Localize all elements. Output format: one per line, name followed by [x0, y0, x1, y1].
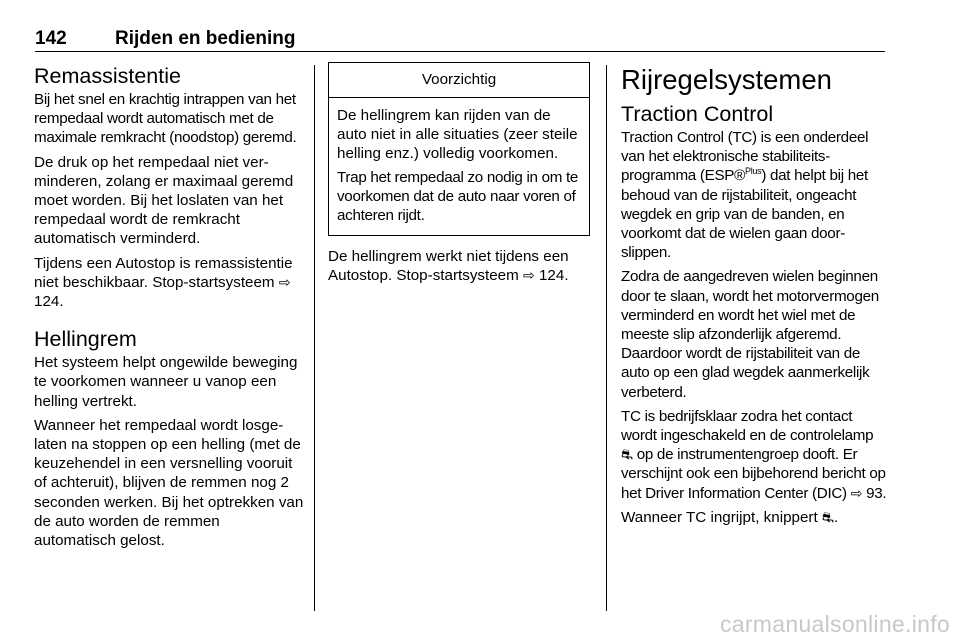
tc-ready-text-a: TC is bedrijfsklaar zodra het contact wordt ingeschakeld en de controlelamp [621, 407, 874, 445]
caution-box [328, 62, 590, 236]
page-ref-link[interactable]: 124. [34, 293, 64, 311]
page-ref-arrow-icon: ⇨ [278, 273, 291, 290]
chapter-title: Rijregelsystemen [621, 64, 832, 95]
section-title-hellingrem: Hellingrem [34, 327, 137, 352]
paragraph-hill-start-autostop [328, 247, 592, 285]
hill-start-autostop-text: De hellingrem werkt niet tijdens een Autostop. Stop-startsysteem [328, 248, 569, 285]
traction-control-lamp-icon: ⛐ [621, 446, 633, 463]
tc-intro-text-b: ) dat helpt bij het behoud van de rijstabiliteit, ongeacht wegdek en grip van de banden, en voorkomt dat de wielen gaan doorslippen. [621, 167, 868, 262]
column-divider-right [606, 65, 607, 611]
paragraph-tc-function: Zodra de aangedreven wielen beginnen door te slaan, wordt het motorvermogen verminderd en wordt het wiel met de meeste slip afzonderlijk afgeremd. Daardoor wordt de rijstabiliteit van de auto op een glad wegdek aanmerkelijk verbeterd. [621, 268, 879, 401]
section-title-traction-control: Traction Control [621, 102, 774, 126]
paragraph-tc-flash [621, 508, 889, 527]
traction-control-lamp-icon: ⛐ [821, 508, 835, 525]
tc-intro-text-a: Traction Control (TC) is een onderdeel van het elektronische stabiliteitsprogramma (ESP® [621, 129, 869, 185]
page-ref-link[interactable]: 93. [866, 484, 887, 502]
caution-title: Voorzichtig [329, 63, 589, 98]
paragraph-autostop-note [34, 254, 304, 312]
right-column [621, 62, 889, 532]
paragraph-hill-start-intro: Het systeem helpt ongewilde beweging te voorkomen wanneer u vanop een helling vertrekt. [34, 354, 298, 410]
header-divider [35, 51, 885, 52]
page-number: 142 [35, 28, 67, 49]
page-ref-link[interactable]: 124. [538, 267, 569, 285]
tc-flash-text-a: Wanneer TC ingrijpt, knippert [621, 508, 818, 526]
page-header [35, 28, 885, 50]
paragraph-tc-ready [621, 407, 889, 503]
running-title: Rijden en bediening [115, 28, 296, 49]
section-title-remassistentie: Remassistentie [34, 64, 181, 88]
column-divider-left [314, 65, 315, 611]
tc-flash-text-b: . [834, 508, 839, 526]
caution-body [329, 98, 589, 235]
paragraph-brake-assist-intro: Bij het snel en krachtig intrappen van het rempedaal wordt automatisch met de maximale remkracht (noodstop) geremd. [34, 91, 297, 147]
left-column [34, 62, 304, 555]
tc-ready-text-b: op de instrumentengroep dooft. Er verschijnt ook een bijbehorend bericht op het Driver Information Center (DIC) [621, 446, 886, 502]
esp-plus-superscript: Plus [745, 166, 762, 177]
caution-paragraph-2: Trap het rempedaal zo nodig in om te voorkomen dat de auto naar voren of achteren rijdt. [337, 168, 579, 225]
watermark: carmanualsonline.info [719, 611, 950, 637]
paragraph-tc-intro [621, 128, 889, 262]
middle-column [328, 62, 592, 291]
paragraph-brake-pressure: De druk op het rempedaal niet verminderen, zolang er maximaal geremd moet worden. Bij het loslaten van het rempedaal wordt de remkracht automatisch verminderd. [34, 153, 294, 248]
autostop-note-text: Tijdens een Autostop is remassistentie niet beschikbaar. Stop-startsysteem [34, 254, 293, 291]
caution-paragraph-1: De hellingrem kan rijden van de auto niet in alle situaties (zeer steile helling enz.) volledig voorkomen. [337, 107, 578, 163]
page-ref-arrow-icon: ⇨ [523, 267, 535, 284]
page-ref-arrow-icon: ⇨ [850, 484, 863, 501]
paragraph-hill-start-details: Wanneer het rempedaal wordt losgelaten na stoppen op een helling (met de keuzehendel in een versnelling vooruit of achteruit), blijven de remmen nog 2 seconden werken. Bij het optrekken van de auto worden de remmen automatisch gelost. [34, 416, 304, 550]
